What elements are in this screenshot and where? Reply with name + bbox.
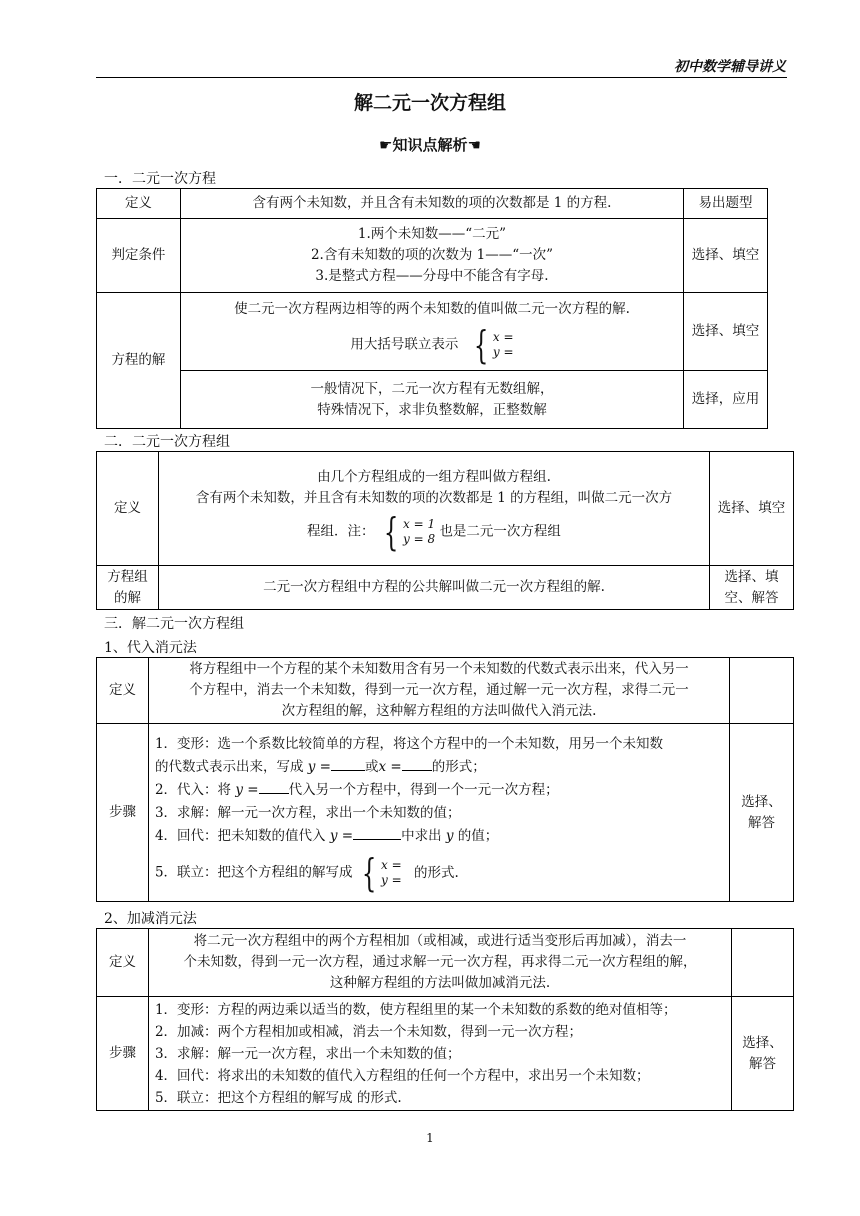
brace-row-y: y = 8 xyxy=(403,531,436,546)
elimination-table xyxy=(96,928,794,1111)
system-sol-type: 选择、填空、解答 xyxy=(710,566,794,610)
header-rule xyxy=(96,77,787,78)
elimination-def-label: 定义 xyxy=(97,929,149,997)
system-note-text: 程组．注： xyxy=(307,523,375,539)
col-header-definition-text: 含有两个未知数，并且含有未知数的项的次数都是 1 的方程. xyxy=(180,189,683,219)
system-def-line: 含有两个未知数，并且含有未知数的项的次数都是 1 的方程组，叫做二元一次方 xyxy=(195,489,673,506)
judge-line: 1.两个未知数——“二元” xyxy=(357,226,507,242)
def-line: 这种解方程组的方法叫做加减消元法. xyxy=(329,975,551,991)
judge-line: 2.含有未知数的项的次数为 1——“一次” xyxy=(310,247,554,263)
col-header-type: 易出题型 xyxy=(684,189,768,219)
system-def-label: 定义 xyxy=(97,452,159,566)
brace-row-x: x = xyxy=(492,330,514,344)
def-line: 次方程组的解，这种解方程组的方法叫做代入消元法. xyxy=(281,703,597,719)
col-header-definition: 定义 xyxy=(97,189,181,219)
step-3: 3．求解：解一元一次方程，求出一个未知数的值； xyxy=(154,1045,461,1062)
substitution-type: 选择、解答 xyxy=(730,724,794,902)
header-note: 初中数学辅导讲义 xyxy=(674,59,786,75)
substitution-heading: 1、代入消元法 xyxy=(104,640,197,656)
solution-special xyxy=(180,371,683,429)
brace-row-y: y = xyxy=(492,345,514,359)
elimination-def-type xyxy=(732,929,794,997)
step-5: 5．联立：把这个方程组的解写成 { x = y = 的形式. xyxy=(154,851,459,895)
substitution-steps xyxy=(148,724,729,902)
substitution-steps-label: 步骤 xyxy=(97,724,149,902)
system-def-line: 由几个方程组成的一组方程叫做方程组. xyxy=(317,468,551,485)
system-def-type: 选择、填空 xyxy=(710,452,794,566)
page-number: 1 xyxy=(426,1131,434,1145)
section1-heading: 一．二元一次方程 xyxy=(104,171,216,187)
def-line: 将方程组中一个方程的某个未知数用含有另一个未知数的代数式表示出来，代入另一 xyxy=(189,661,689,677)
solution-definition xyxy=(180,293,683,371)
page-title: 解二元一次方程组 xyxy=(353,92,506,114)
system-sol-label: 方程组的解 xyxy=(97,566,159,610)
judge-conditions xyxy=(180,219,683,293)
elimination-steps-label: 步骤 xyxy=(97,997,149,1111)
step5-brace: { x = y = xyxy=(361,851,402,895)
solution-type-2: 选择，应用 xyxy=(684,371,768,429)
substitution-def-type xyxy=(730,658,794,724)
judge-label: 判定条件 xyxy=(97,219,181,293)
brace-intro: 用大括号联立表示 xyxy=(350,336,459,353)
brace-row-x: x = 1 xyxy=(403,516,436,531)
section3-heading: 三．解二元一次方程组 xyxy=(104,616,244,632)
step-2: 2．加减：两个方程相加或相减，消去一个未知数，得到一元一次方程； xyxy=(154,1023,583,1040)
solution-type-1: 选择、填空 xyxy=(684,293,768,371)
step-2: 2．代入：将 y = 代入另一个方程中，得到一个一元一次方程； xyxy=(155,779,723,802)
elimination-definition xyxy=(148,929,731,997)
step-1: 1．变形：方程的两边乘以适当的数，使方程组里的某一个未知数的系数的绝对值相等； xyxy=(154,1001,677,1018)
system-sol-text: 二元一次方程组中方程的公共解叫做二元一次方程组的解. xyxy=(158,566,709,610)
system-def-note xyxy=(165,509,703,554)
section2-table xyxy=(96,451,794,610)
system-brace: { x = 1 y = 8 xyxy=(383,509,436,554)
section2-heading: 二．二元一次方程组 xyxy=(104,434,230,450)
step-4: 4．回代：将求出的未知数的值代入方程组的任何一个方程中，求出另一个未知数； xyxy=(154,1067,650,1084)
step-1a: 1．变形：选一个系数比较简单的方程，将这个方程中的一个未知数，用另一个未知数 xyxy=(154,736,664,752)
def-line: 个未知数，得到一元一次方程，通过求解一元一次方程，再求得二元一次方程组的解， xyxy=(183,954,697,970)
step-5: 5．联立：把这个方程组的解写成 的形式. xyxy=(154,1089,402,1106)
substitution-definition xyxy=(148,658,729,724)
step-1b: 的代数式表示出来，写成 y = 或x = 的形式； xyxy=(155,756,723,779)
substitution-def-label: 定义 xyxy=(97,658,149,724)
substitution-table xyxy=(96,657,794,902)
solution-label: 方程的解 xyxy=(97,293,181,429)
system-note-tail: 也是二元一次方程组 xyxy=(439,523,561,539)
section1-table xyxy=(96,188,768,429)
elimination-steps xyxy=(148,997,731,1111)
def-line: 将二元一次方程组中的两个方程相加（或相减，或进行适当变形后再加减），消去一 xyxy=(193,933,687,949)
solution-brace: { x = y = xyxy=(473,323,514,367)
page-subtitle: ☛知识点解析☚ xyxy=(379,136,481,154)
elimination-type: 选择、解答 xyxy=(732,997,794,1111)
solution-line: 使二元一次方程两边相等的两个未知数的值叫做二元一次方程的解. xyxy=(234,301,630,317)
judge-type: 选择、填空 xyxy=(684,219,768,293)
def-line: 个方程中，消去一个未知数，得到一元一次方程，通过解一元一次方程，求得二元一 xyxy=(189,682,689,698)
solution-brace-line xyxy=(187,323,677,367)
solution-special-line: 一般情况下，二元一次方程有无数组解， xyxy=(310,380,554,397)
step-4: 4．回代：把未知数的值代入 y = 中求出 y 的值； xyxy=(155,825,723,848)
judge-line: 3.是整式方程——分母中不能含有字母. xyxy=(315,268,549,284)
elimination-heading: 2、加减消元法 xyxy=(104,911,197,927)
system-definition xyxy=(158,452,709,566)
step-3: 3．求解：解一元一次方程，求出一个未知数的值； xyxy=(154,805,461,821)
solution-special-line: 特殊情况下，求非负整数解，正整数解 xyxy=(317,401,547,418)
